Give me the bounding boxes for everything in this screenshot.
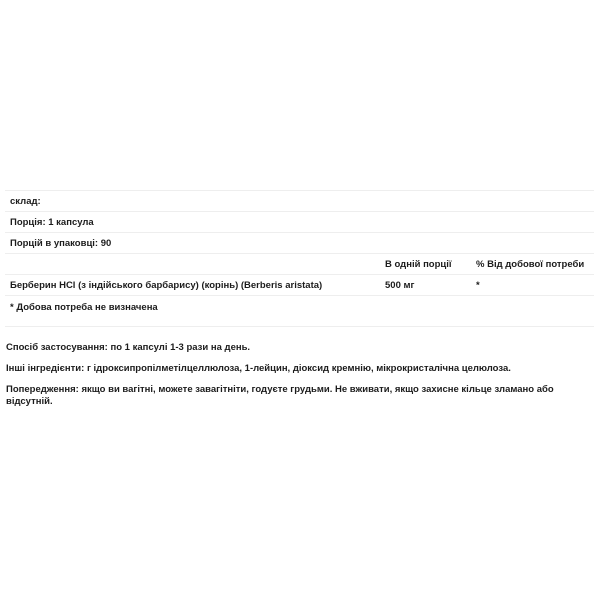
product-notes [6,342,594,417]
usage-text: Спосіб застосування: по 1 капсулі 1-3 рази на день. [6,342,251,353]
facts-title: склад: [10,195,41,207]
servings-per-container-row [5,232,594,253]
footnote-row [5,295,594,327]
table-row [5,274,594,295]
footnote: * Добова потреба не визначена [10,302,158,313]
column-header-per-serving: В одній порції [385,258,452,270]
supplement-facts-table [5,190,594,327]
serving-size: Порція: 1 капсула [10,216,94,228]
ingredient-name: Берберин HCl (з індійського барбарису) (корінь) (Berberis aristata) [10,279,323,291]
ingredient-amount: 500 мг [385,279,415,291]
ingredient-daily-value: * [476,279,480,291]
warning-text: Попередження: якщо ви вагітні, можете завагітніти, годуєте грудьми. Не вживати, якщо захисне кільце зламано або відсутній. [6,384,554,407]
servings-per-container: Порцій в упаковці: 90 [10,237,112,249]
column-header-daily-value: % Від добової потреби [476,258,585,270]
facts-title-row [5,190,594,211]
other-ingredients-text: Інші інгредієнти: г ідроксипропілметілцеллюлоза, 1-лейцин, діоксид кремнію, мікрокристалічна целюлоза. [6,363,511,374]
serving-size-row [5,211,594,232]
table-header-row [5,253,594,274]
